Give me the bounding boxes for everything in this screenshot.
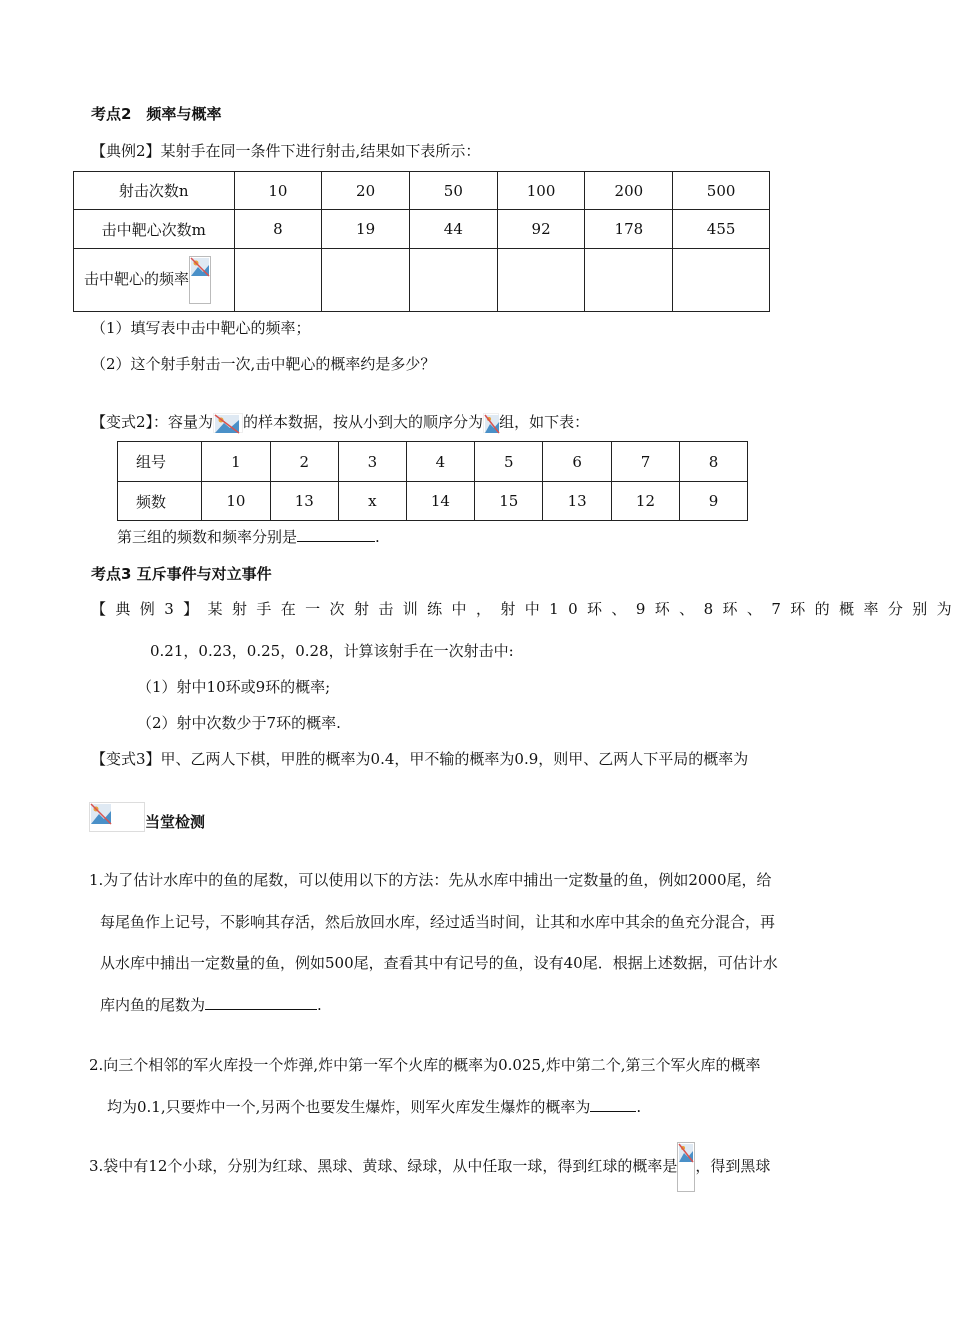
check-heading-row bbox=[89, 802, 205, 832]
table-cell: 200 bbox=[585, 172, 673, 210]
table-cell: 13 bbox=[270, 482, 338, 521]
table-cell: 50 bbox=[409, 172, 497, 210]
table-cell-empty bbox=[322, 249, 410, 312]
problem1-line4-text: 库内鱼的尾数为 bbox=[100, 996, 206, 1014]
table-cell: 500 bbox=[673, 172, 770, 210]
answer-blank bbox=[590, 1097, 636, 1112]
table-cell: 455 bbox=[673, 210, 770, 249]
table-cell: 1 bbox=[202, 442, 270, 482]
table-cell: 100 bbox=[497, 172, 585, 210]
broken-image-icon bbox=[483, 413, 499, 433]
table-cell-empty bbox=[234, 249, 322, 312]
frequency-label: 击中靶心的频率 bbox=[84, 270, 190, 288]
answer-blank bbox=[205, 995, 317, 1010]
question-2: （2）这个射手射击一次,击中靶心的概率约是多少？ bbox=[91, 355, 436, 373]
table-cell: 3 bbox=[338, 442, 406, 482]
problem2-line1: 2.向三个相邻的军火库投一个炸弹,炸中第一军个火库的概率为0.025,炸中第二个,第三个军火库的概率 bbox=[89, 1056, 761, 1074]
problem1-line1: 1.为了估计水库中的鱼的尾数，可以使用以下的方法：先从水库中捕出一定数量的鱼，例如2000尾，给 bbox=[89, 871, 772, 889]
shooting-table bbox=[73, 171, 770, 312]
variant2-question-text: 第三组的频数和频率分别是 bbox=[117, 528, 298, 546]
table-row-label: 组号 bbox=[118, 442, 202, 482]
table-cell: 9 bbox=[680, 482, 748, 521]
table-cell: 15 bbox=[475, 482, 543, 521]
table-cell: 5 bbox=[475, 442, 543, 482]
problem1-line4 bbox=[100, 994, 322, 1015]
problem3-text-a: 3.袋中有12个小球，分别为红球、黑球、黄球、绿球，从中任取一球，得到红球的概率是 bbox=[89, 1157, 678, 1175]
example3-q1: （1）射中10环或9环的概率; bbox=[137, 678, 331, 696]
variant2-line bbox=[91, 411, 589, 433]
table-cell-empty bbox=[673, 249, 770, 312]
broken-image-icon bbox=[89, 802, 145, 832]
table-cell: 14 bbox=[406, 482, 474, 521]
example3-line2: 0.21，0.23，0.25，0.28，计算该射手在一次射击中: bbox=[150, 642, 514, 660]
group-table bbox=[117, 441, 748, 521]
variant2-question-end: . bbox=[375, 528, 380, 546]
table-cell: x bbox=[338, 482, 406, 521]
problem1-end: . bbox=[317, 996, 322, 1014]
example2-text: 【典例2】某射手在同一条件下进行射击,结果如下表所示： bbox=[91, 142, 481, 160]
section2-heading: 考点2 频率与概率 bbox=[91, 105, 222, 123]
broken-image-icon bbox=[677, 1142, 695, 1192]
variant2-question bbox=[117, 526, 380, 547]
variant2-text-b: 的样本数据，按从小到大的顺序分为 bbox=[243, 413, 484, 431]
table-cell: 10 bbox=[202, 482, 270, 521]
table-cell: 178 bbox=[585, 210, 673, 249]
example3-q2: （2）射中次数少于7环的概率. bbox=[137, 714, 341, 732]
table-cell: 7 bbox=[611, 442, 679, 482]
question-1: （1）填写表中击中靶心的频率； bbox=[91, 319, 311, 337]
example3-line1: 【典例3】某射手在一次射击训练中，射中10环、9环、8环、7环的概率分别为 bbox=[91, 600, 961, 618]
problem3-line1 bbox=[89, 1142, 770, 1192]
variant3-text: 【变式3】甲、乙两人下棋，甲胜的概率为0.4，甲不输的概率为0.9，则甲、乙两人下平局的概率为 bbox=[91, 750, 749, 768]
variant2-text-c: 组，如下表： bbox=[499, 413, 590, 431]
table-row-label: 击中靶心次数m bbox=[74, 210, 235, 249]
table-row-label-frequency bbox=[74, 249, 235, 312]
table-cell: 13 bbox=[543, 482, 611, 521]
variant2-text-a: 【变式2】：容量为 bbox=[91, 413, 214, 431]
table-row-label: 频数 bbox=[118, 482, 202, 521]
table-cell: 10 bbox=[234, 172, 322, 210]
answer-blank bbox=[297, 527, 375, 542]
table-cell: 92 bbox=[497, 210, 585, 249]
table-cell: 6 bbox=[543, 442, 611, 482]
table-cell: 8 bbox=[680, 442, 748, 482]
problem1-line2: 每尾鱼作上记号，不影响其存活，然后放回水库，经过适当时间，让其和水库中其余的鱼充分混合，再 bbox=[100, 913, 776, 931]
table-cell-empty bbox=[585, 249, 673, 312]
table-cell-empty bbox=[409, 249, 497, 312]
section3-heading: 考点3 互斥事件与对立事件 bbox=[91, 565, 272, 583]
table-cell: 4 bbox=[406, 442, 474, 482]
problem1-line3: 从水库中捕出一定数量的鱼，例如500尾，查看其中有记号的鱼，设有40尾．根据上述数据，可估计水 bbox=[100, 954, 778, 972]
table-cell: 12 bbox=[611, 482, 679, 521]
table-cell-empty bbox=[497, 249, 585, 312]
table-row-label: 射击次数n bbox=[74, 172, 235, 210]
table-cell: 20 bbox=[322, 172, 410, 210]
problem3-text-b: ，得到黑球 bbox=[695, 1157, 771, 1175]
problem2-line2-text: 均为0.1,只要炸中一个,另两个也要发生爆炸，则军火库发生爆炸的概率为 bbox=[107, 1098, 591, 1116]
check-heading: 当堂检测 bbox=[145, 813, 206, 831]
table-cell: 2 bbox=[270, 442, 338, 482]
problem2-end: . bbox=[636, 1098, 642, 1116]
problem2-line2 bbox=[107, 1096, 641, 1117]
table-cell: 19 bbox=[322, 210, 410, 249]
table-cell: 8 bbox=[234, 210, 322, 249]
broken-image-icon bbox=[189, 256, 211, 304]
broken-image-icon bbox=[213, 413, 243, 433]
table-cell: 44 bbox=[409, 210, 497, 249]
